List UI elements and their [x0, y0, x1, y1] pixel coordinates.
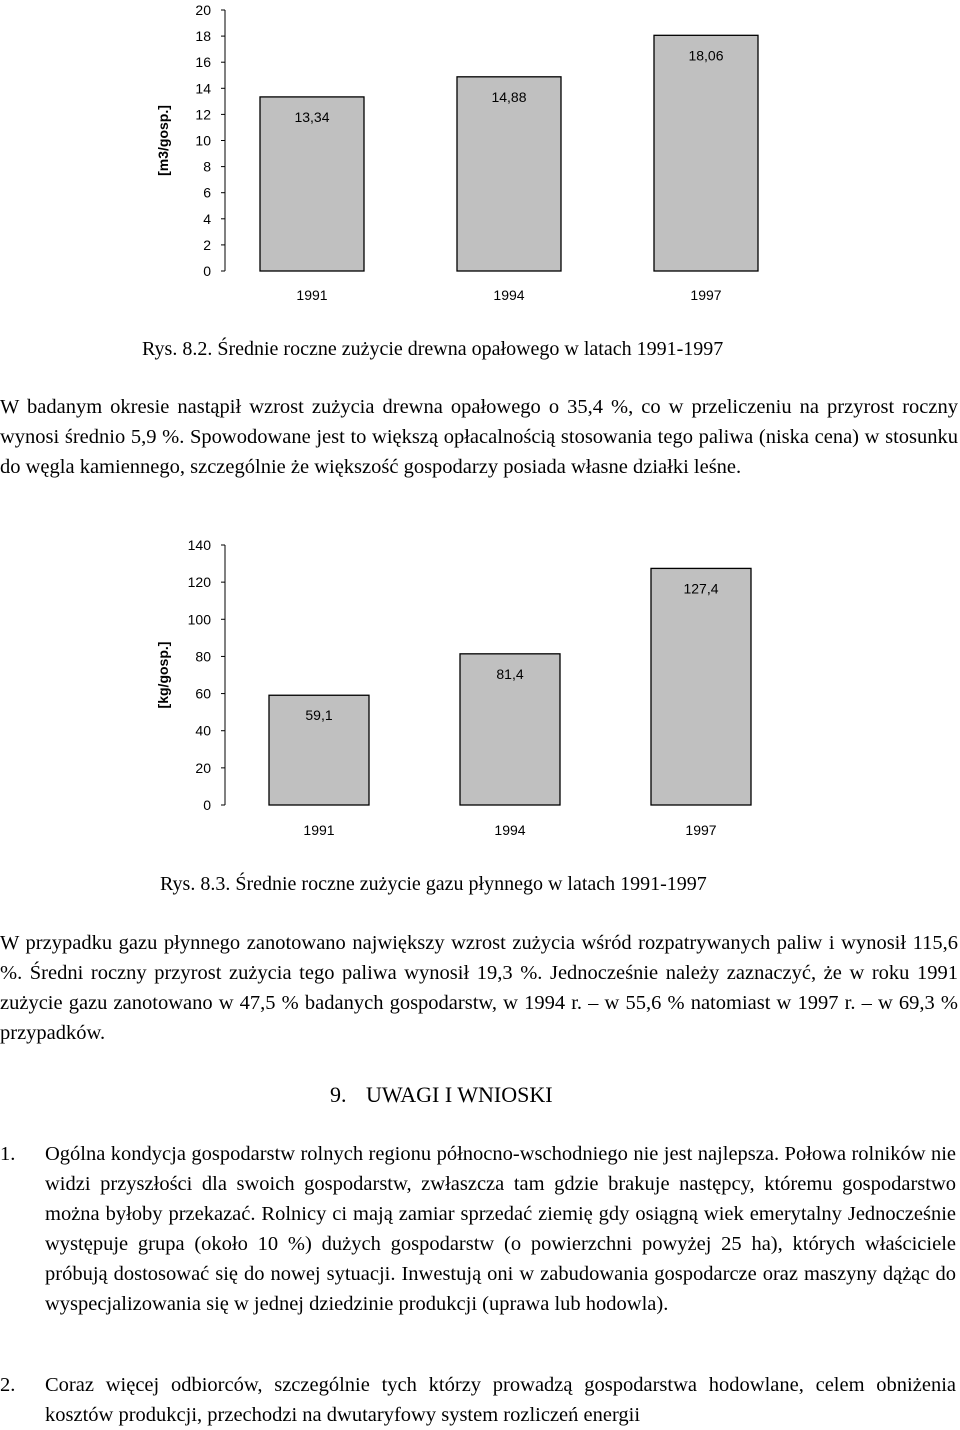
y-tick-label: 20 — [195, 759, 211, 776]
data-label: 14,88 — [491, 88, 527, 105]
y-tick-label: 60 — [195, 685, 211, 702]
section-heading — [330, 1082, 553, 1108]
bar — [654, 35, 758, 271]
y-tick-label: 4 — [203, 210, 211, 227]
y-tick-label: 18 — [195, 28, 211, 45]
data-label: 81,4 — [496, 665, 524, 682]
list-item — [0, 1370, 958, 1430]
y-tick-label: 100 — [187, 611, 211, 628]
x-tick-label: 1997 — [690, 287, 722, 303]
figure-caption-8-2: Rys. 8.2. Średnie roczne zużycie drewna opałowego w latach 1991-1997 — [142, 338, 724, 360]
y-tick-label: 80 — [195, 648, 211, 665]
y-tick-label: 14 — [195, 80, 211, 97]
x-tick-label: 1994 — [494, 822, 526, 838]
figure-caption-8-3: Rys. 8.3. Średnie roczne zużycie gazu płynnego w latach 1991-1997 — [160, 873, 707, 895]
y-axis-title: [kg/gosp.] — [155, 641, 171, 709]
y-tick-label: 140 — [187, 537, 211, 553]
section-title: UWAGI I WNIOSKI — [366, 1082, 553, 1107]
list-item — [0, 1139, 958, 1379]
x-tick-label: 1991 — [296, 287, 328, 303]
bar — [457, 77, 561, 271]
section-number: 9. — [330, 1082, 347, 1107]
paragraph-gas: W przypadku gazu płynnego zanotowano największy wzrost zużycia wśród rozpatrywanych paliw i wynosił 115,6 %. Średni roczny przyrost zużycia tego paliwa wynosił 19,3 %. Jednocześnie należy zaznaczyć, że w roku 1991 zużycie gazu zanotowano w 47,5 % badanych gospodarstw, w 1994 r. – w 55,6 % natomiast w 1997 r. – w 69,3 % przypadków. — [0, 932, 958, 1044]
wood-consumption-chart — [0, 0, 960, 320]
y-tick-label: 0 — [203, 797, 211, 813]
list-item-text: Ogólna kondycja gospodarstw rolnych regionu północno-wschodniego nie jest najlepsza. Połowa rolników nie widzi przyszłości dla swoich gospodarstw, zwłaszcza tam gdzie brakuje następcy, któremu gospodarstwo można byłoby przekazać. Rolnicy ci mają zamiar sprzedać ziemię gdy osiągną wiek emerytalny Jednocześnie występuje grupa (około 10 %) dużych gospodarstw (o powierzchni powyżej 25 ha), których właściciele próbują dostosować się do nowej sytuacji. Inwestują oni w zabudowania gospodarcze oraz maszyny dążąc do wyspecjalizowania się w jednej dziedzinie produkcji (uprawa lub hodowla). — [45, 1143, 956, 1315]
data-label: 127,4 — [683, 580, 719, 597]
y-tick-label: 10 — [195, 132, 211, 149]
paragraph-wood: W badanym okresie nastąpił wzrost zużycia drewna opałowego o 35,4 %, co w przeliczeniu na przyrost roczny wynosi średnio 5,9 %. Spowodowane jest to większą opłacalnością stosowania tego paliwa (niska cena) w stosunku do węgla kamiennego, szczególnie że większość gospodarzy posiada własne działki leśne. — [0, 396, 958, 478]
x-tick-label: 1991 — [303, 822, 335, 838]
list-item-number: 1. — [0, 1143, 16, 1165]
y-tick-label: 120 — [187, 574, 211, 591]
bar — [651, 568, 751, 805]
y-tick-label: 6 — [203, 184, 211, 201]
list-item-number: 2. — [0, 1374, 16, 1396]
gas-consumption-chart — [0, 530, 960, 850]
list-item-text: Coraz więcej odbiorców, szczególnie tych którzy prowadzą gospodarstwa hodowlane, celem obniżenia kosztów produkcji, przechodzi na dwutaryfowy system rozliczeń energii — [45, 1374, 956, 1426]
data-label: 13,34 — [294, 108, 330, 125]
x-tick-label: 1994 — [493, 287, 525, 303]
y-tick-label: 16 — [195, 54, 211, 71]
y-tick-label: 8 — [203, 158, 211, 175]
y-tick-label: 20 — [195, 2, 211, 18]
data-label: 59,1 — [305, 707, 333, 724]
y-axis-title: [m3/gosp.] — [155, 105, 171, 176]
x-tick-label: 1997 — [685, 822, 717, 838]
y-tick-label: 12 — [195, 106, 211, 123]
y-tick-label: 2 — [203, 236, 211, 253]
data-label: 18,06 — [688, 47, 724, 64]
y-tick-label: 0 — [203, 263, 211, 279]
y-tick-label: 40 — [195, 722, 211, 739]
